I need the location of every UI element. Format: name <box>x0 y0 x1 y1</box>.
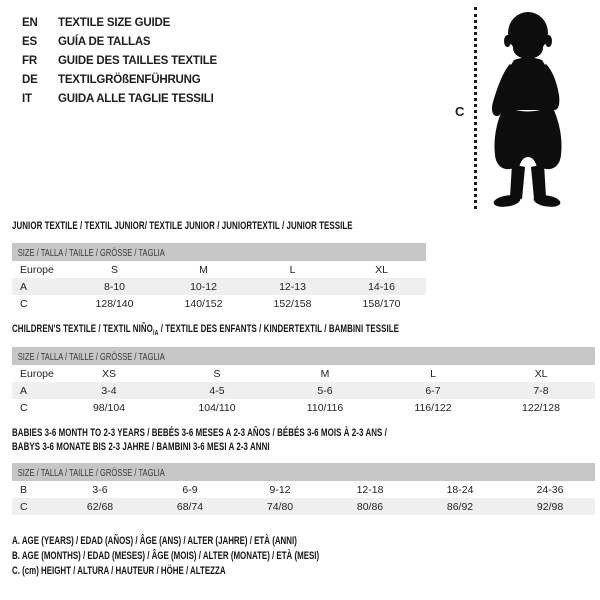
legend <box>12 534 439 579</box>
size-header-bar <box>12 347 595 365</box>
table-cell: 12-18 <box>356 483 384 496</box>
table-row-age <box>12 278 426 295</box>
size-header-row <box>12 347 595 365</box>
row-label: A <box>12 278 70 295</box>
babies-size-table <box>12 463 595 515</box>
section-babies <box>12 426 595 515</box>
language-title: GUÍA DE TALLAS <box>58 35 151 48</box>
section-heading-children <box>12 322 432 337</box>
table-cell: 68/74 <box>145 498 235 515</box>
table-cell: 128/140 <box>95 297 134 310</box>
heading-text: CHILDREN'S TEXTILE / TEXTIL NIÑO <box>12 323 153 335</box>
table-row-height <box>12 498 595 515</box>
language-title: GUIDA ALLE TAGLIE TESSILI <box>58 92 214 105</box>
table-cell: 152/158 <box>273 297 312 310</box>
table-cell: 110/116 <box>306 401 344 414</box>
table-cell: 3-6 <box>92 483 108 496</box>
section-heading-junior <box>12 219 353 233</box>
section-junior <box>12 219 485 312</box>
children-size-table <box>12 347 595 416</box>
table-cell: 6-7 <box>379 382 487 399</box>
table-cell: 14-16 <box>337 278 426 295</box>
table-cell: XL <box>534 367 548 380</box>
table-cell: 140/152 <box>184 297 223 310</box>
language-code: EN <box>22 16 38 29</box>
table-cell: 74/80 <box>235 498 325 515</box>
language-code: ES <box>22 35 37 48</box>
row-label: B <box>20 483 28 496</box>
junior-size-table <box>12 243 426 312</box>
size-header-row <box>12 243 426 261</box>
table-cell: 104/110 <box>198 401 236 414</box>
table-cell: 86/92 <box>415 498 505 515</box>
table-cell: 24-36 <box>536 483 564 496</box>
size-header-text: SIZE / TALLA / TAILLE / GRÖSSE / TAGLIA <box>17 247 165 259</box>
table-cell: 3-4 <box>55 382 163 399</box>
language-code: IT <box>22 92 32 105</box>
row-label: A <box>12 382 55 399</box>
legend-line-a: A. AGE (YEARS) / EDAD (AÑOS) / ÂGE (ANS) / ALTER (JAHRE) / ETÀ (ANNI) <box>12 535 297 547</box>
table-cell: 12-13 <box>248 278 337 295</box>
table-cell: S <box>213 367 221 380</box>
table-cell: 9-12 <box>269 483 291 496</box>
table-row-height <box>12 399 595 416</box>
table-cell: M <box>199 263 208 276</box>
size-header-bar <box>12 463 595 481</box>
baby-silhouette-icon <box>480 10 570 208</box>
table-cell: 10-12 <box>159 278 248 295</box>
height-measure-label: C <box>455 104 465 119</box>
legend-line-b: B. AGE (MONTHS) / EDAD (MESES) / ÂGE (MOIS) / ALTER (MONATE) / ETÀ (MESI) <box>12 550 320 562</box>
language-code: FR <box>22 54 37 67</box>
table-row-europe <box>12 365 595 382</box>
row-label: Europe <box>20 263 54 276</box>
table-cell: S <box>110 263 118 276</box>
table-cell: 5-6 <box>271 382 379 399</box>
language-title: GUIDE DES TAILLES TEXTILE <box>58 54 217 67</box>
heading-text: BABYS 3-6 MONATE BIS 2-3 JAHRE / BAMBINI 3-6 MESI A 2-3 ANNI <box>12 441 270 453</box>
table-cell: 92/98 <box>505 498 595 515</box>
row-label: Europe <box>20 367 54 380</box>
section-heading-babies-line2 <box>12 440 432 454</box>
section-heading-babies-line1 <box>12 426 432 440</box>
table-cell: 116/122 <box>414 401 452 414</box>
language-title: TEXTILGRÖßENFÜHRUNG <box>58 73 201 86</box>
table-cell: XL <box>375 263 388 276</box>
heading-text: JUNIOR TEXTILE / TEXTIL JUNIOR/ TEXTILE JUNIOR / JUNIORTEXTIL / JUNIOR TESSILE <box>12 220 353 232</box>
size-header-text: SIZE / TALLA / TAILLE / GRÖSSE / TAGLIA <box>17 467 165 479</box>
row-label: C <box>20 401 28 414</box>
table-cell: 18-24 <box>446 483 474 496</box>
table-cell: 98/104 <box>92 401 126 414</box>
table-cell: XS <box>101 367 116 380</box>
table-cell: 4-5 <box>163 382 271 399</box>
table-cell: 8-10 <box>70 278 159 295</box>
legend-line-c: C. (cm) HEIGHT / ALTURA / HAUTEUR / HÖHE / ALTEZZA <box>12 565 226 577</box>
table-cell: 6-9 <box>182 483 198 496</box>
language-code: DE <box>22 73 38 86</box>
table-cell: 158/170 <box>362 297 401 310</box>
table-cell: 7-8 <box>487 382 595 399</box>
table-cell: 62/68 <box>55 498 145 515</box>
row-label: C <box>20 297 28 310</box>
size-header-row <box>12 463 595 481</box>
table-cell: L <box>430 367 436 380</box>
table-row-age <box>12 382 595 399</box>
table-row-height <box>12 295 426 312</box>
language-title: TEXTILE SIZE GUIDE <box>58 16 171 29</box>
table-cell: M <box>320 367 330 380</box>
table-cell: L <box>289 263 296 276</box>
table-cell: 80/86 <box>325 498 415 515</box>
table-row-europe <box>12 261 426 278</box>
heading-subscript: /A <box>152 327 159 337</box>
section-children <box>12 322 595 416</box>
row-label: C <box>12 498 55 515</box>
heading-text: / TEXTILE DES ENFANTS / KINDERTEXTIL / BAMBINI TESSILE <box>158 323 400 335</box>
heading-text: BABIES 3-6 MONTH TO 2-3 YEARS / BEBÉS 3-6 MESES A 2-3 AÑOS / BÉBÉS 3-6 MOIS À 2-3 ANS / <box>12 427 387 439</box>
height-figure <box>0 0 600 215</box>
size-header-bar <box>12 243 426 261</box>
height-dotted-line-icon <box>474 7 477 209</box>
table-row-age-months <box>12 481 595 498</box>
table-cell: 122/128 <box>522 401 560 414</box>
size-header-text: SIZE / TALLA / TAILLE / GRÖSSE / TAGLIA <box>17 351 165 363</box>
